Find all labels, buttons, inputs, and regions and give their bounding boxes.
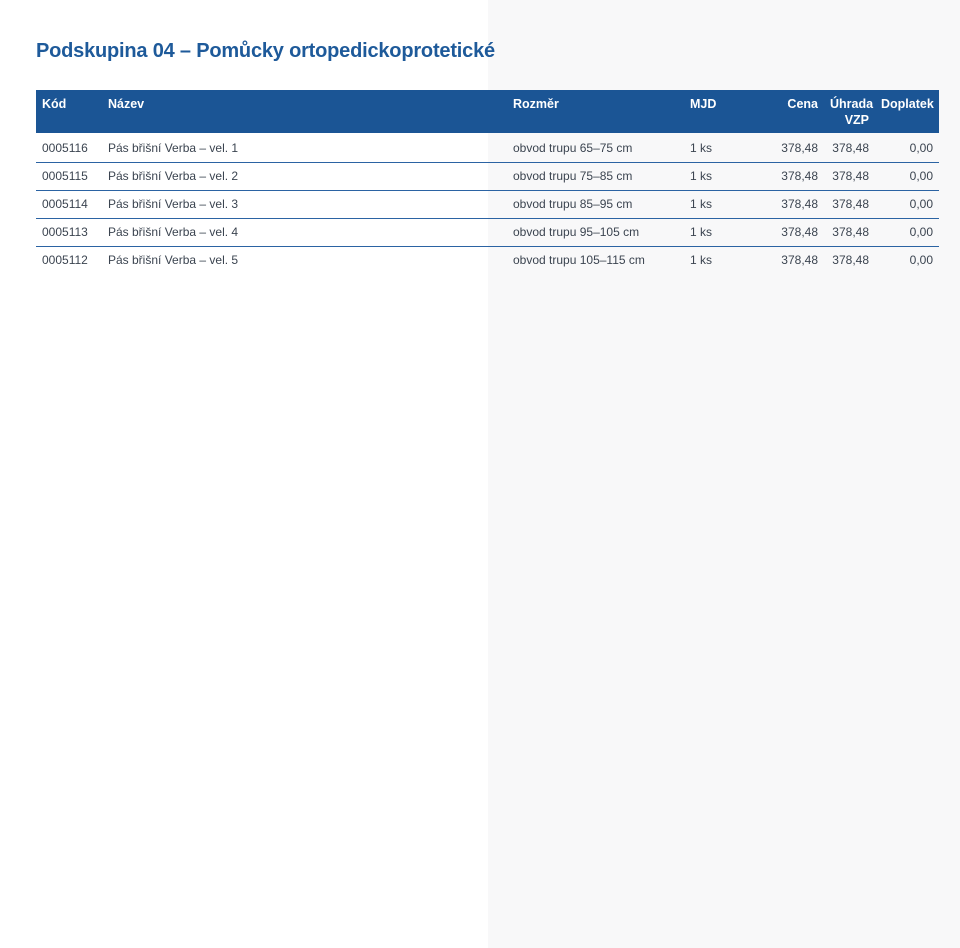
table-row: [36, 191, 939, 219]
cell-mjd: 1 ks: [690, 253, 713, 267]
cell-doplatek: 0,00: [909, 141, 933, 155]
cell-nazev: Pás břišní Verba – vel. 1: [108, 141, 239, 155]
cell-doplatek: 0,00: [909, 197, 933, 211]
page-title: Podskupina 04 – Pomůcky ortopedickoprotetické: [36, 40, 495, 62]
table-row: [36, 247, 939, 275]
header-kod: Kód: [42, 97, 67, 111]
table-header: [36, 90, 939, 133]
table-row: [36, 133, 939, 163]
cell-kod: 0005116: [42, 141, 88, 155]
cell-kod: 0005114: [42, 197, 88, 211]
cell-cena: 378,48: [781, 141, 818, 155]
cell-cena: 378,48: [781, 197, 818, 211]
cell-rozmer: obvod trupu 65–75 cm: [513, 141, 633, 155]
header-doplatek: Doplatek: [881, 97, 934, 111]
header-cena: Cena: [787, 97, 818, 111]
cell-uhrada: 378,48: [832, 253, 869, 267]
cell-cena: 378,48: [781, 169, 818, 183]
cell-nazev: Pás břišní Verba – vel. 3: [108, 197, 239, 211]
header-uhrada: [824, 90, 875, 133]
table-body: [36, 133, 939, 274]
cell-mjd: 1 ks: [690, 197, 713, 211]
cell-mjd: 1 ks: [690, 169, 713, 183]
cell-mjd: 1 ks: [690, 141, 713, 155]
cell-kod: 0005112: [42, 253, 88, 267]
cell-doplatek: 0,00: [909, 169, 933, 183]
cell-cena: 378,48: [781, 253, 818, 267]
table-row: [36, 163, 939, 191]
header-mjd: MJD: [690, 97, 717, 111]
table-row: [36, 219, 939, 247]
price-list-table: [36, 90, 939, 274]
cell-rozmer: obvod trupu 95–105 cm: [513, 225, 640, 239]
cell-nazev: Pás břišní Verba – vel. 2: [108, 169, 239, 183]
header-rozmer: Rozměr: [513, 97, 559, 111]
cell-uhrada: 378,48: [832, 225, 869, 239]
cell-cena: 378,48: [781, 225, 818, 239]
cell-mjd: 1 ks: [690, 225, 713, 239]
cell-nazev: Pás břišní Verba – vel. 5: [108, 253, 239, 267]
cell-doplatek: 0,00: [909, 253, 933, 267]
cell-kod: 0005113: [42, 225, 88, 239]
cell-kod: 0005115: [42, 169, 88, 183]
cell-rozmer: obvod trupu 85–95 cm: [513, 197, 633, 211]
cell-uhrada: 378,48: [832, 197, 869, 211]
header-uhrada-line1: Úhrada: [830, 97, 874, 111]
cell-rozmer: obvod trupu 75–85 cm: [513, 169, 633, 183]
cell-nazev: Pás břišní Verba – vel. 4: [108, 225, 239, 239]
header-nazev: Název: [108, 97, 145, 111]
cell-uhrada: 378,48: [832, 141, 869, 155]
cell-rozmer: obvod trupu 105–115 cm: [513, 253, 645, 267]
header-uhrada-line2: VZP: [844, 113, 869, 127]
table-header-row: [36, 90, 939, 133]
cell-doplatek: 0,00: [909, 225, 933, 239]
cell-uhrada: 378,48: [832, 169, 869, 183]
